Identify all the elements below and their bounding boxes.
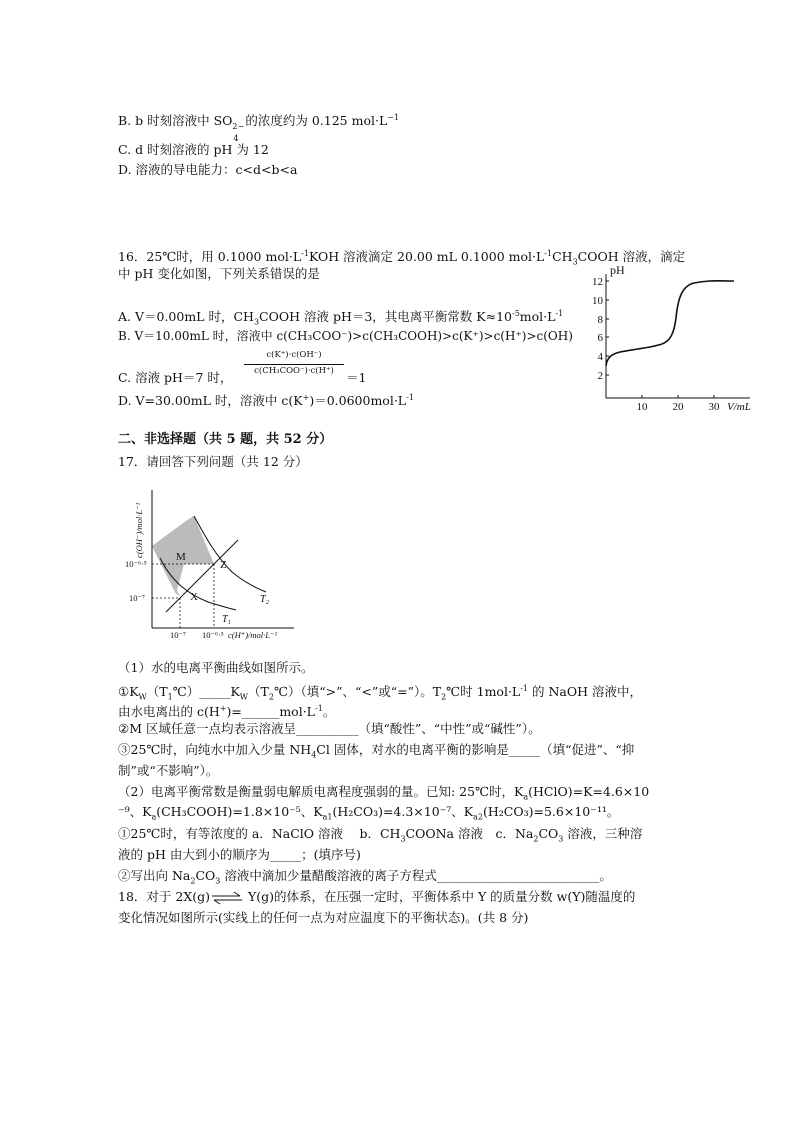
q16-option-a: A. V＝0.00mL 时，$CH_3COOH$ 溶液 pH＝3，其电离平衡常数 $K\approx 10^{-5}mol\cdot L^{-1}$	[118, 309, 564, 327]
ytick-10-6.5: 10⁻⁶·⁵	[125, 559, 147, 569]
ph-xtick-30: 30	[708, 401, 720, 413]
q15-option-c: C. d 时刻溶液的 pH 为 12	[118, 142, 269, 157]
q17-p10: 液的 pH 由大到小的顺序为_____；(填序号)	[118, 847, 361, 862]
section2-title: 二、非选择题（共 5 题，共 52 分）	[118, 432, 333, 447]
point-z-label: Z	[220, 559, 227, 571]
q15-option-b: B. b 时刻溶液中 SO 2− 4 的浓度约为 0.125 $mol\cdot L^{-1}$	[118, 113, 400, 144]
q16-option-b: B. V＝10.00mL 时，溶液中 c(CH₃COO⁻)>c(CH₃COOH)>c(K⁺)>c(H⁺)>c(OH)	[118, 329, 573, 343]
ph-ytick-10: 10	[592, 295, 603, 307]
ph-xtick-10: 10	[636, 401, 648, 413]
curve-t1-label: T₁	[222, 614, 232, 625]
q16-fraction-bar	[244, 364, 344, 365]
q17-p3: 由水电离出的 $c(H^+)=\_\_\_\_\_\_mol\cdot L^{-1}$。	[118, 704, 336, 720]
ph-titration-chart	[590, 262, 768, 416]
q17-p8: ⁻⁹、$K_a(CH_3COOH)=1.8\times 10^{-5}$、$K_{a1}(H_2CO_3)=4.3\times 10^{-7}$、$K_{a2}(H_2CO_3)=5.6\times 10^{-11}$。	[118, 804, 620, 822]
ph-ytick-6: 6	[597, 332, 603, 344]
curve-t2-label: T₂	[260, 594, 270, 605]
q16-option-c: C. 溶液 pH＝7 时，	[118, 370, 233, 385]
q16-fraction-denominator: c(CH₃COO⁻)·c(H⁺)	[254, 366, 334, 376]
q17-p6: 制”或“不影响”）。	[118, 763, 219, 778]
q17-stem: 17．请回答下列问题（共 12 分）	[118, 454, 308, 469]
q17-p1: （1）水的电离平衡曲线如图所示。	[118, 660, 314, 675]
q16-option-c-tail: ＝1	[346, 370, 367, 385]
xtick-10-7: 10⁻⁷	[170, 630, 186, 640]
ph-ytick-8: 8	[597, 314, 603, 326]
q17-p11: ②写出向 $Na_2CO_3$ 溶液中滴加少量醋酸溶液的离子方程式__________________________。	[118, 868, 612, 886]
ph-ytick-4: 4	[597, 351, 603, 363]
xtick-10-6.5: 10⁻⁶·⁵	[202, 630, 224, 640]
q17-p7: （2）电离平衡常数是衡量弱电解质电离程度强弱的量。已知: 25℃时，$K_a(HClO)=K=4.6\times 10$	[118, 784, 650, 802]
q15-option-d: D. 溶液的导电能力：c<d<b<a	[118, 162, 298, 177]
point-x-label: X	[190, 591, 198, 603]
q17-p2: $①K_W(T_1℃)\_\_\_\_\_K_W(T_2℃)$（填“>”、“<”或“=”）。$T_2℃$时 $1mol\cdot L^{-1}$ 的 NaOH 溶液中，	[118, 684, 642, 702]
ph-xlabel: V/mL	[727, 401, 751, 413]
water-ionization-chart	[124, 476, 302, 646]
q18-line1: 18．对于 2X(g) Y(g)的体系，在压强一定时，平衡体系中 Y 的质量分数 w(Y)随温度的	[118, 889, 636, 904]
point-m-label: M	[176, 551, 186, 563]
q16-option-d: D. V=30.00mL 时，溶液中 $c(K^+)=0.0600mol\cdot L^{-1}$	[118, 393, 414, 409]
q16-stem-line1: 16．25℃时，用 0.1000 $mol\cdot L^{-1}KOH$ 溶液滴定 20.00 mL 0.1000 $mol\cdot L^{-1}CH_3COOH$ 溶液，滴定	[118, 249, 686, 267]
water-xlabel: c(H⁺)/mol·L⁻¹	[228, 630, 278, 640]
equilibrium-arrow-icon	[210, 891, 244, 905]
ph-xtick-20: 20	[672, 401, 684, 413]
ph-titration-curve	[606, 281, 734, 366]
q17-p5: ③25℃时，向纯水中加入少量 $NH_4Cl$ 固体，对水的电离平衡的影响是_____（填“促进”、“抑	[118, 742, 635, 760]
ph-ylabel: pH	[610, 263, 625, 277]
water-ylabel: c(OH⁻)/mol·L⁻¹	[134, 502, 144, 558]
ytick-10-7: 10⁻⁷	[129, 593, 145, 603]
ph-ytick-12: 12	[592, 276, 603, 288]
q16-stem-line2: 中 pH 变化如图，下列关系错误的是	[118, 266, 320, 281]
q17-p9: ①25℃时，有等浓度的 a．NaClO 溶液 b．$CH_3COONa$ 溶液 c．$Na_2CO_3$ 溶液，三种溶	[118, 826, 643, 844]
q17-p4: ②M 区域任意一点均表示溶液呈__________（填“酸性”、“中性”或“碱性”）。	[118, 721, 541, 736]
q16-fraction-numerator: c(K⁺)·c(OH⁻)	[266, 350, 322, 360]
q18-line2: 变化情况如图所示(实线上的任何一点为对应温度下的平衡状态)。(共 8 分)	[118, 910, 529, 925]
ph-ytick-2: 2	[597, 370, 603, 382]
